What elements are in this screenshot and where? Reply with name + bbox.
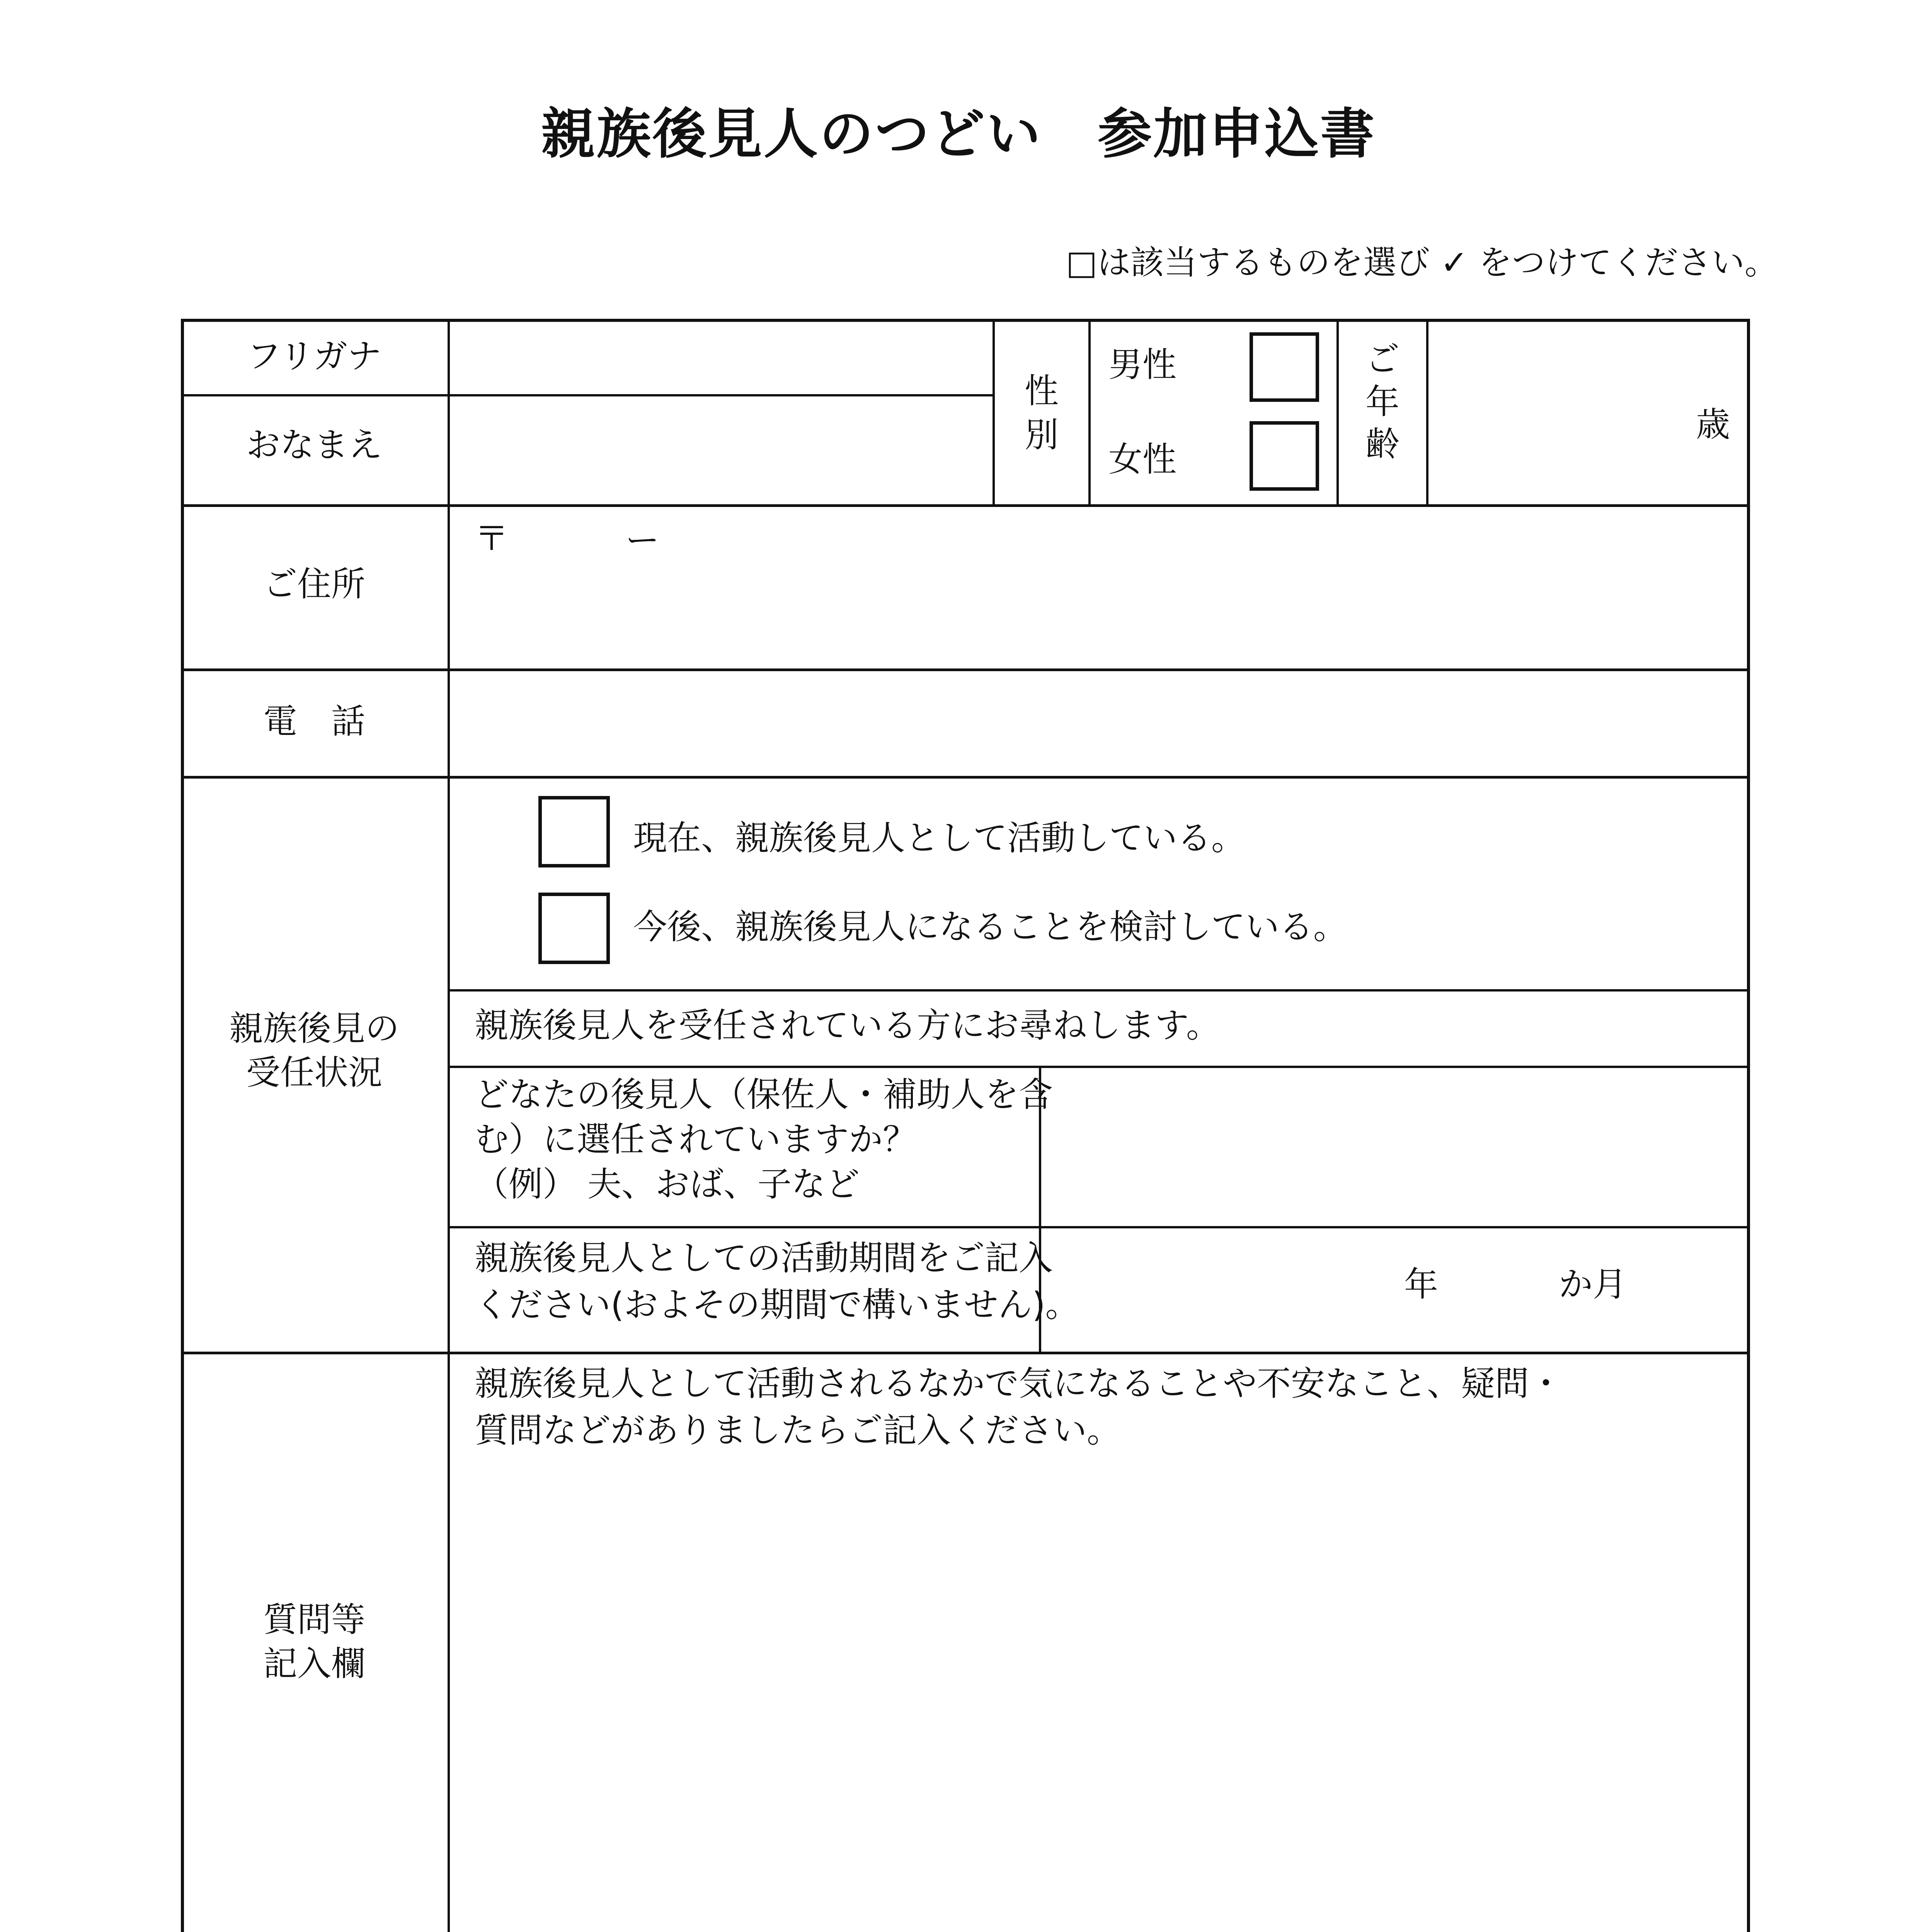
period-question: 親族後見人としての活動期間をご記入 ください(およその期間で構いません)。 [475, 1238, 1079, 1325]
male-label: 男性 [1108, 345, 1177, 384]
status-future-label: 今後、親族後見人になることを検討している。 [633, 907, 1348, 947]
status-label: 親族後見の 受任状況 [229, 1009, 399, 1093]
address-input[interactable] [451, 551, 1746, 667]
questions-label: 質問等 記入欄 [263, 1600, 365, 1684]
name-input[interactable] [451, 398, 991, 504]
period-year-unit: 年 [1404, 1264, 1439, 1304]
sex-label: 性 別 [1024, 371, 1059, 455]
address-label: ご住所 [263, 564, 365, 604]
whose-guardian-input[interactable] [1043, 1070, 1744, 1225]
age-input[interactable] [1429, 323, 1657, 504]
postal-mark: 〒 [475, 519, 509, 558]
furigana-label: フリガナ [247, 336, 381, 376]
application-form [181, 319, 1750, 1932]
period-input[interactable] [1043, 1231, 1744, 1350]
status-future-checkbox[interactable] [538, 893, 610, 964]
page-title: 親族後見人のつどい 参加申込書 [541, 103, 1376, 166]
female-checkbox[interactable] [1250, 421, 1319, 491]
status-current-label: 現在、親族後見人として活動している。 [633, 818, 1246, 858]
questions-input[interactable] [451, 1463, 1746, 1932]
female-label: 女性 [1108, 439, 1177, 479]
age-label: ご 年 齢 [1365, 339, 1399, 464]
male-checkbox[interactable] [1250, 332, 1319, 402]
phone-label: 電 話 [263, 701, 365, 741]
questions-prompt: 親族後見人として活動されるなかで気になることや不安なこと、疑問・ 質問などがありましたらご記入ください。 [475, 1364, 1563, 1451]
furigana-input[interactable] [451, 323, 991, 394]
status-current-checkbox[interactable] [538, 796, 610, 867]
instruction-text: □は該当するものを選び ✓ をつけてください。 [1066, 243, 1778, 282]
phone-input[interactable] [451, 672, 1746, 775]
name-label: おなまえ [246, 425, 382, 465]
postal-dash: ー [625, 520, 660, 560]
period-month-unit: か月 [1559, 1264, 1627, 1304]
incumbent-note: 親族後見人を受任されている方にお尋ねします。 [475, 1005, 1220, 1045]
age-unit: 歳 [1696, 405, 1730, 444]
whose-guardian-question: どなたの後見人（保佐人・補助人を含 む）に選任されていますか？ （例） 夫、おば、子など [475, 1075, 1053, 1204]
